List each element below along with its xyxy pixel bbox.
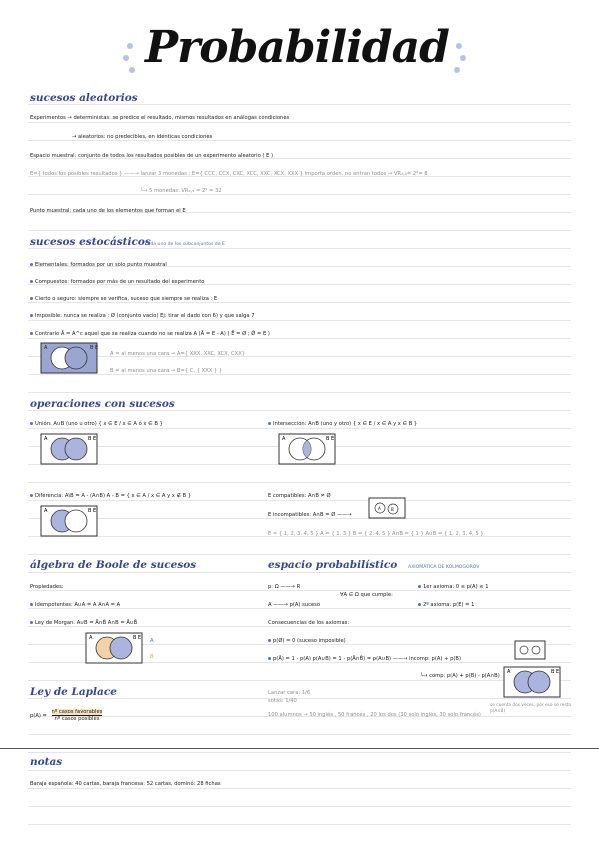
venn-comp-small	[503, 666, 561, 698]
heading-laplace: Ley de Laplace	[30, 686, 117, 698]
ruled-line	[28, 374, 571, 375]
ruled-line	[28, 248, 571, 249]
ruled-line	[28, 482, 571, 483]
morgan-label-a: A	[150, 638, 154, 644]
heading-notas: notas	[30, 756, 63, 768]
ejemplo-cinco-monedas: └→ 5 monedas: VR₂,₅ = 2⁵ = 32	[140, 188, 222, 194]
consecuencia-1: p(Ø) = 0 (suceso imposible)	[268, 638, 346, 644]
heading-espacio-probabilistico: espacio probabilístico	[268, 559, 398, 571]
suceso-compuesto: Compuestos: formados por más de un resultado del experimento	[30, 279, 204, 285]
heading-algebra-boole: álgebra de Boole de sucesos	[30, 559, 197, 571]
ejemplo-monedas: E={ todos los posibles resultados } ——→ lanzar 3 monedas : E={ CCC, CCX, CXC, XCC, XXC, XCX, XXX } importa orden, no entran todos → VR₂,₃= 2³= 8	[30, 171, 428, 177]
svg-text:A: A	[44, 436, 48, 442]
consecuencia-2: p(Ā) = 1 - p(A) p(A∪B) = 1 - p(Ā∩B̄) = p(A∪B) ——→ incomp: p(A) + p(B)	[268, 656, 461, 662]
ruled-line	[28, 410, 571, 411]
morgan-label-b: B	[150, 654, 154, 660]
ejemplo-a: A = al menos una cara → A={ XXX, XXC, XCX, CXX}	[110, 351, 246, 357]
ejemplo-conjuntos: E = { 1, 2, 3, 4, 5 } A = { 1, 3 } B = { 2, 4, 5 } A∩B = { 1 } A∪B = { 1, 2, 3, 4, 5 }	[268, 531, 484, 537]
espacio-muestral: Espacio muestral: conjunto de todos los resultados posibles de un experimento aleatorio ( E )	[30, 153, 274, 159]
ruled-line	[28, 608, 571, 609]
axioma-1: 1er axioma: 0 ≤ p(A) ≤ 1	[418, 584, 489, 590]
svg-text:A: A	[378, 506, 381, 511]
svg-text:B E: B E	[326, 436, 335, 442]
ruled-line	[28, 734, 571, 735]
axioma-2: 2º axioma: p(E) = 1	[418, 602, 474, 608]
svg-text:A: A	[507, 669, 511, 675]
svg-text:B E: B E	[88, 508, 97, 514]
ruled-line	[28, 824, 571, 825]
svg-text:A: A	[44, 508, 48, 514]
ruled-line	[28, 554, 571, 555]
heading-operaciones: operaciones con sucesos	[30, 398, 175, 410]
ruled-line	[28, 572, 571, 573]
op-union: Unión: A∪B (uno u otro) { x ∈ E / x ∈ A ó x ∈ B }	[30, 421, 163, 427]
svg-text:B E: B E	[133, 635, 142, 641]
laplace-formula: p(A) = nº casos favorables nº casos posibles	[30, 709, 103, 722]
ruled-line	[28, 752, 571, 753]
svg-text:B E: B E	[90, 345, 98, 351]
venn-contrario	[40, 342, 98, 374]
svg-text:A: A	[282, 436, 286, 442]
ruled-line	[28, 194, 571, 195]
nota-resta: se cuenta dos veces, por eso se resta p(A∩B)	[490, 703, 571, 714]
heading-sucesos-estocasticos: sucesos estocásticos	[30, 236, 151, 248]
ruled-line	[28, 518, 571, 519]
ruled-line	[28, 338, 571, 339]
ruled-line	[28, 680, 571, 681]
title-decoration-right	[445, 38, 475, 82]
svg-text:B E: B E	[551, 669, 560, 675]
op-compatibles: E compatibles: A∩B ≠ Ø	[268, 493, 331, 499]
ruled-line	[28, 806, 571, 807]
espacio-p1: p: Ω ——→ R	[268, 584, 301, 590]
ejemplo-b: B = al menos una cara → B={ C, { XXX } }	[110, 368, 223, 374]
heading-sucesos-aleatorios: sucesos aleatorios	[30, 92, 138, 104]
suceso-imposible: Imposible: nunca se realiza : Ø (conjunto vacío) Ej: tirar el dado con 6) y que salga 7	[30, 313, 255, 319]
ruled-line	[28, 500, 571, 501]
suceso-cierto: Cierto o seguro: siempre se verifica, suceso que siempre se realiza : E	[30, 296, 217, 302]
ruled-line	[28, 122, 571, 123]
page-title: Probabilidad	[145, 22, 449, 73]
espacio-p3: ∀A ∈ Ω que cumple:	[340, 592, 393, 598]
venn-morgan	[85, 632, 143, 664]
consecuencia-3: └→ comp: p(A) + p(B) - p(A∩B)	[420, 673, 500, 679]
ruled-line	[28, 140, 571, 141]
ruled-line	[28, 104, 571, 105]
laplace-den: nº casos posibles	[54, 716, 100, 722]
laplace-ej1: Lanzar cara: 1/6	[268, 690, 311, 696]
svg-text:B: B	[391, 507, 394, 512]
heading-kolmogorov: AXIOMÁTICA DE KOLMOGOROV	[408, 565, 480, 570]
op-interseccion: Intersección: A∩B (uno y otro) { x ∈ E / x ∈ A y x ∈ B }	[268, 421, 417, 427]
ruled-line	[28, 392, 571, 393]
suceso-elemental: Elementales: formados por un solo punto muestral	[30, 262, 167, 268]
suceso-contrario: Contrario Ā = A^c aquel que se realiza cuando no se realiza A (Ā = E - A) ( Ē = Ø ; Ø̄ = E )	[30, 331, 270, 337]
notas-separator	[0, 748, 599, 749]
laplace-ej3: 100 alumnos → 50 inglés , 50 francés , 20 los dos (30 solo inglés, 30 solo francés)	[268, 712, 481, 718]
notas-text: Baraja española: 40 cartas, baraja francesa: 52 cartas, dominó: 28 fichas	[30, 781, 221, 787]
ruled-line	[28, 320, 571, 321]
ruled-line	[28, 302, 571, 303]
exp-deterministas: Experimentos → deterministas: se predice el resultado, mismos resultados en análogas condiciones	[30, 115, 290, 121]
op-diferencia: Diferencia: A\B = A - (A∩B) A - B = { x ∈ A / x ∈ A y x ∉ B }	[30, 493, 191, 499]
laplace-ej2: sotas: 1/40	[268, 698, 297, 704]
ruled-line	[28, 698, 571, 699]
propiedades: Propiedades:	[30, 584, 64, 590]
espacio-p2: A ——→ p(A) suceso	[268, 602, 321, 608]
ley-morgan: Ley de Morgan: A∪B = Ā∩B̄ A∩B = Ā∪B̄	[30, 620, 137, 626]
ruled-line	[28, 230, 571, 231]
svg-text:A: A	[89, 635, 93, 641]
heading-sucesos-estocasticos-sub: cada uno de los subconjuntos de E	[145, 242, 225, 247]
ruled-line	[28, 590, 571, 591]
ruled-line	[28, 770, 571, 771]
exp-aleatorios: → aleatorios: no predecibles, en idénticas condiciones	[72, 134, 213, 140]
venn-incompatibles	[368, 497, 406, 519]
ruled-line	[28, 626, 571, 627]
venn-interseccion	[278, 433, 336, 465]
op-incompatibles: E incompatibles: A∩B = Ø ——→	[268, 512, 352, 518]
consecuencias: Consecuencias de los axiomas:	[268, 620, 350, 626]
venn-incomp-small	[514, 640, 546, 660]
venn-diferencia	[40, 505, 98, 537]
punto-muestral: Punto muestral: cada uno de los elementos que forman el E	[30, 208, 186, 214]
svg-text:A: A	[44, 345, 48, 351]
idempotentes: Idempotentes: A∪A = A A∩A = A	[30, 602, 120, 608]
svg-text:B E: B E	[88, 436, 97, 442]
ruled-line	[28, 428, 571, 429]
ruled-line	[28, 788, 571, 789]
venn-union	[40, 433, 98, 465]
laplace-num: nº casos favorables	[51, 709, 103, 715]
